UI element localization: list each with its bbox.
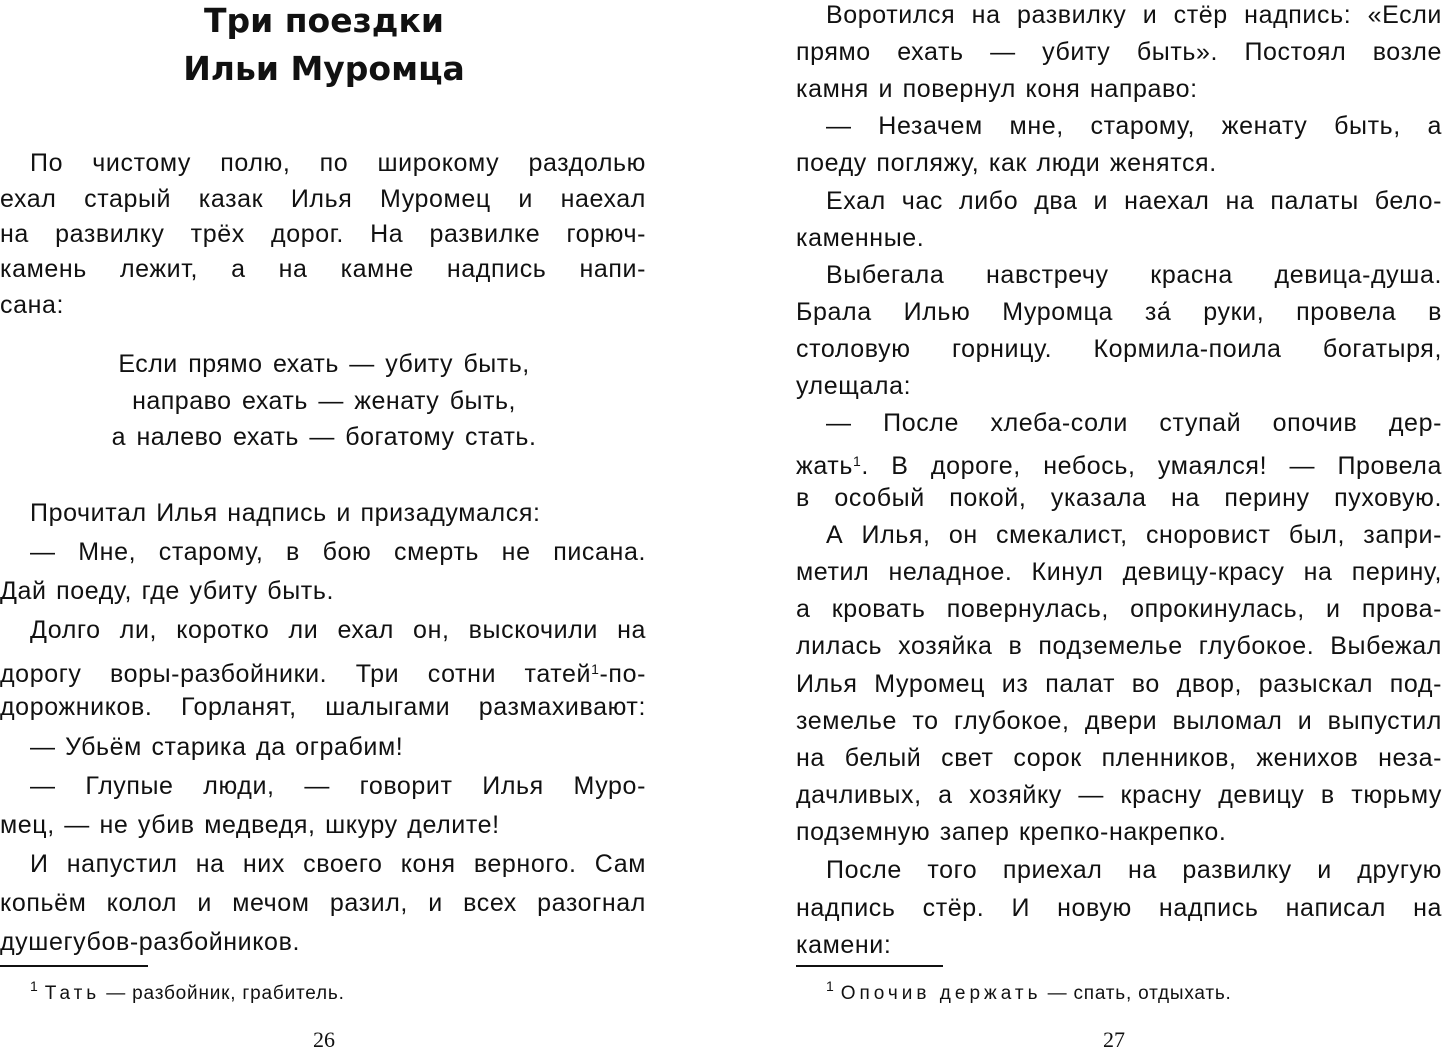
text-line: мец, — не убив медведя, шкуру делите!	[0, 811, 500, 839]
footnote	[826, 974, 1232, 1006]
text-line: надпись стёр. И новую надпись написал на	[796, 894, 1442, 922]
text-line: на белый свет сорок пленников, женихов неза-	[796, 744, 1442, 772]
text-line: — После хлеба-соли ступай опочив дер-	[826, 409, 1442, 437]
page-number: 26	[313, 1027, 335, 1052]
page-number: 27	[1103, 1027, 1125, 1052]
text-line: а кровать повернулась, опрокинулась, и прова-	[796, 595, 1442, 623]
text-line: душегубов-разбойников.	[0, 928, 300, 956]
text-line: прямо ехать — убиту быть». Постоял возле	[796, 38, 1442, 66]
footnote-term: Тать	[44, 983, 101, 1004]
footnote-term: Опочив держать	[840, 983, 1042, 1004]
poem-line: направо ехать — женату быть,	[132, 387, 516, 415]
text-line: Дай поеду, где убиту быть.	[0, 577, 335, 605]
text-line: — Глупые люди, — говорит Илья Муро-	[30, 772, 646, 800]
footnote-marker: 1	[591, 661, 600, 677]
text-line: камень лежит, а на камне надпись напи-	[0, 255, 646, 283]
text-line	[796, 446, 1442, 480]
footnote-divider	[0, 965, 148, 967]
footnote-definition: — разбойник, грабитель.	[106, 983, 345, 1004]
text-fragment: -по-	[599, 660, 646, 688]
text-line	[0, 654, 646, 688]
text-line: — Незачем мне, старому, женату быть, а	[826, 112, 1442, 140]
text-line: Ехал час либо два и наехал на палаты бело-	[826, 187, 1442, 215]
text-line: подземную запер крепко-накрепко.	[796, 818, 1227, 846]
text-fragment: жать	[796, 452, 853, 480]
text-line: камени:	[796, 931, 892, 959]
text-line: на развилку трёх дорог. На развилке горюч-	[0, 220, 646, 248]
text-line: земелье то глубокое, двери выломал и выпустил	[796, 707, 1442, 735]
text-line: Долго ли, коротко ли ехал он, выскочили на	[30, 616, 646, 644]
poem-line: а налево ехать — богатому стать.	[111, 423, 537, 451]
text-line: каменные.	[796, 224, 925, 252]
text-line: улещала:	[796, 372, 912, 400]
text-fragment: . В дороге, небось, умаялся! — Провела	[861, 452, 1442, 480]
text-line: столовую горницу. Кормила-поила богатыря,	[796, 335, 1442, 363]
footnote-divider	[796, 965, 943, 967]
footnote	[30, 974, 345, 1006]
text-line: Воротился на развилку и стёр надпись: «Если	[826, 1, 1442, 29]
text-line: И напустил на них своего коня верного. Сам	[30, 850, 646, 878]
text-line: Илья Муромец из палат во двор, разыскал под-	[796, 670, 1442, 698]
footnote-marker: 1	[30, 978, 39, 994]
text-line: После того приехал на развилку и другую	[826, 856, 1442, 884]
text-line: Прочитал Илья надпись и призадумался:	[30, 499, 541, 527]
text-line: лилась хозяйка в подземелье глубокое. Выбежал	[796, 632, 1442, 660]
text-line: ехал старый казак Илья Муромец и наехал	[0, 185, 646, 213]
text-fragment: дорогу воры-разбойники. Три сотни татей	[0, 660, 592, 688]
text-line: поеду погляжу, как люди женятся.	[796, 149, 1217, 177]
page-title	[0, 0, 648, 93]
text-line: А Илья, он смекалист, сноровист был, запри-	[826, 521, 1442, 549]
footnote-marker: 1	[826, 978, 835, 994]
text-line: копьём колол и мечом разил, и всех разогнал	[0, 889, 646, 917]
title-line-2: Ильи Муромца	[183, 49, 465, 88]
text-line: камня и повернул коня направо:	[796, 75, 1198, 103]
text-line: в особый покой, указала на перину пуховую.	[796, 484, 1442, 512]
right-page	[796, 0, 1442, 1054]
text-line: метил неладное. Кинул девицу-красу на перину,	[796, 558, 1442, 586]
title-line-1: Три поездки	[204, 1, 444, 40]
left-page	[0, 0, 648, 1054]
text-line: дорожников. Горланят, шалыгами размахивают:	[0, 693, 646, 721]
text-line: дачливых, а хозяйку — красну девицу в тюрьму	[796, 781, 1442, 809]
footnote-marker: 1	[852, 453, 862, 469]
text-line: — Мне, старому, в бою смерть не писана.	[30, 538, 646, 566]
text-line: Брала Илью Муромца за́ руки, провела в	[796, 298, 1442, 326]
text-line: По чистому полю, по широкому раздолью	[30, 149, 646, 177]
text-line: Выбегала навстречу красна девица-душа.	[826, 261, 1442, 289]
text-line: сана:	[0, 291, 65, 319]
footnote-definition: — спать, отдыхать.	[1047, 983, 1232, 1004]
poem-line: Если прямо ехать — убиту быть,	[118, 350, 530, 378]
text-line: — Убьём старика да ограбим!	[30, 733, 404, 761]
